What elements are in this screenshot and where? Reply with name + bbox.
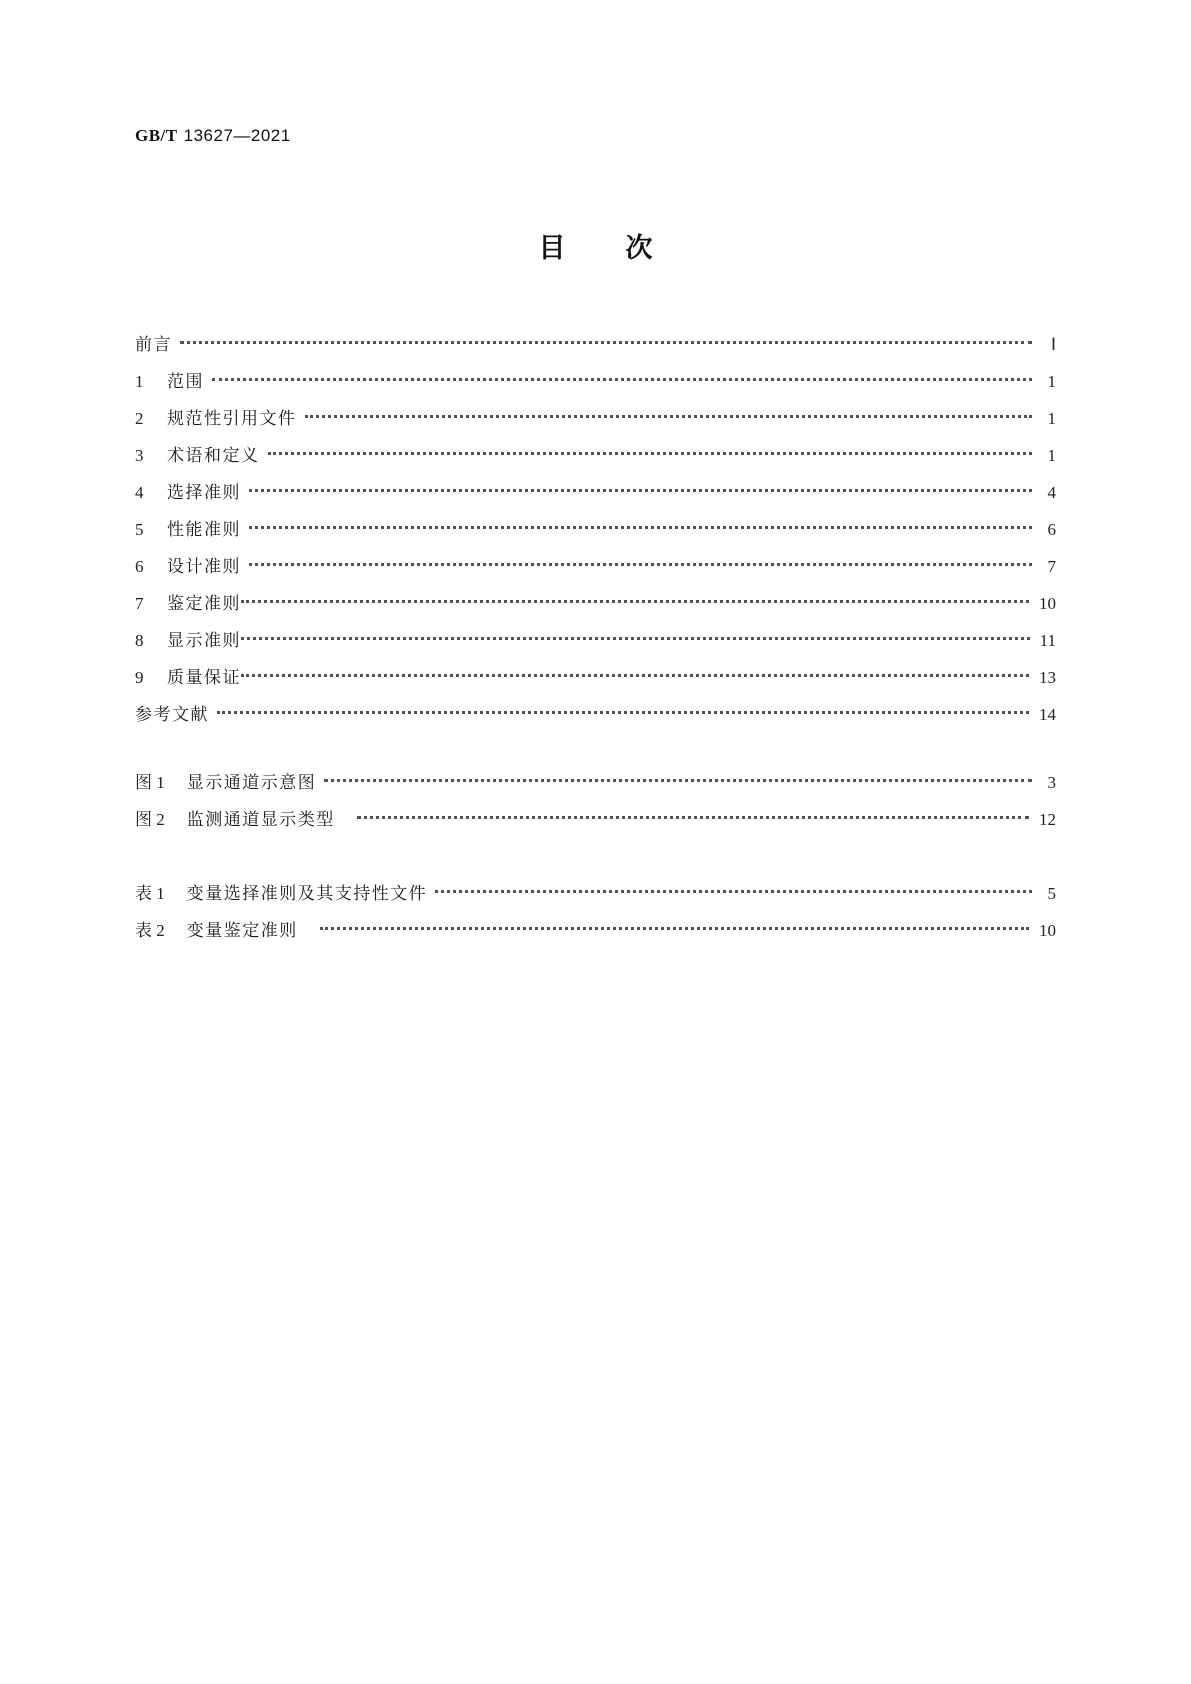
toc-dot-leader — [305, 414, 1033, 418]
toc-entry-label: 设计准则 — [167, 557, 241, 577]
toc-main-list — [135, 326, 1056, 733]
toc-dot-leader — [212, 377, 1032, 381]
toc-entry-label: 选择准则 — [167, 483, 241, 503]
toc-entry-number: 4 — [135, 483, 144, 502]
toc-entry-number: 表 2 — [135, 921, 165, 940]
toc-entry-terms-definitions[interactable] — [135, 437, 1056, 474]
toc-entry-number: 表 1 — [135, 884, 165, 903]
toc-entry-performance-criteria[interactable] — [135, 511, 1056, 548]
toc-entry-normative-references[interactable] — [135, 400, 1056, 437]
toc-dot-leader — [249, 525, 1032, 529]
standard-prefix: GB/T — [135, 126, 178, 145]
toc-entry-label: 显示准则 — [167, 631, 241, 651]
toc-entry-label: 变量选择准则及其支持性文件 — [186, 884, 428, 904]
toc-entry-quality-assurance[interactable] — [135, 659, 1056, 696]
toc-entry-scope[interactable] — [135, 363, 1056, 400]
toc-dot-leader — [180, 340, 1032, 344]
toc-entry-label: 鉴定准则 — [167, 594, 241, 614]
toc-entry-label: 质量保证 — [167, 668, 241, 688]
toc-entry-number: 8 — [135, 631, 144, 650]
toc-entry-page: 1 — [1047, 446, 1056, 465]
toc-entry-foreword[interactable] — [135, 326, 1056, 363]
toc-entry-page: 5 — [1047, 884, 1056, 903]
toc-entry-number: 图 2 — [135, 810, 165, 829]
toc-dot-leader — [217, 710, 1029, 714]
toc-entry-page: 6 — [1047, 520, 1056, 539]
toc-entry-page: 7 — [1047, 557, 1056, 576]
toc-entry-label: 参考文献 — [135, 705, 209, 725]
toc-entry-label: 范围 — [167, 372, 204, 392]
toc-entry-page: 12 — [1039, 810, 1056, 829]
standard-code — [135, 126, 291, 146]
toc-dot-leader — [324, 778, 1032, 782]
toc-entry-page: 3 — [1047, 773, 1056, 792]
toc-entry-number: 3 — [135, 446, 144, 465]
standard-number: 13627—2021 — [183, 126, 291, 145]
toc-entry-selection-criteria[interactable] — [135, 474, 1056, 511]
page-title: 目次 — [538, 233, 713, 264]
toc-dot-leader — [249, 562, 1032, 566]
toc-dot-leader — [241, 599, 1029, 603]
toc-entry-page: 14 — [1039, 705, 1056, 724]
toc-entry-page: 1 — [1047, 372, 1056, 391]
toc-entry-figure-1[interactable] — [135, 764, 1056, 801]
toc-entry-qualification-criteria[interactable] — [135, 585, 1056, 622]
toc-entry-table-1[interactable] — [135, 875, 1056, 912]
toc-dot-leader — [435, 889, 1032, 893]
toc-entry-display-criteria[interactable] — [135, 622, 1056, 659]
toc-entry-number: 1 — [135, 372, 144, 391]
toc-entry-label: 显示通道示意图 — [186, 773, 317, 793]
toc-figures-list — [135, 764, 1056, 838]
toc-entry-bibliography[interactable] — [135, 696, 1056, 733]
toc-entry-label: 前言 — [135, 335, 172, 355]
toc-entry-label: 规范性引用文件 — [167, 409, 297, 429]
toc-entry-number: 9 — [135, 668, 144, 687]
toc-entry-label: 性能准则 — [167, 520, 241, 540]
toc-dot-leader — [268, 451, 1033, 455]
toc-entry-page: 10 — [1039, 594, 1056, 613]
toc-dot-leader — [241, 636, 1030, 640]
toc-entry-number: 7 — [135, 594, 144, 613]
toc-entry-table-2[interactable] — [135, 912, 1056, 949]
toc-entry-label: 监测通道显示类型 — [186, 810, 335, 830]
toc-dot-leader — [249, 488, 1032, 492]
toc-entry-page: 13 — [1039, 668, 1056, 687]
toc-entry-page: 11 — [1039, 631, 1056, 650]
toc-entry-number: 图 1 — [135, 773, 165, 792]
toc-entry-figure-2[interactable] — [135, 801, 1056, 838]
toc-entry-number: 6 — [135, 557, 144, 576]
toc-entry-label: 术语和定义 — [167, 446, 260, 466]
toc-dot-leader — [241, 673, 1029, 677]
toc-entry-page: 10 — [1039, 921, 1056, 940]
toc-entry-number: 2 — [135, 409, 144, 428]
toc-entry-page: Ⅰ — [1050, 335, 1056, 354]
toc-entry-page: 1 — [1047, 409, 1056, 428]
toc-dot-leader — [320, 926, 1029, 930]
toc-tables-list — [135, 875, 1056, 949]
toc-entry-page: 4 — [1047, 483, 1056, 502]
toc-dot-leader — [357, 815, 1029, 819]
toc-entry-label: 变量鉴定准则 — [186, 921, 298, 941]
toc-entry-design-criteria[interactable] — [135, 548, 1056, 585]
toc-entry-number: 5 — [135, 520, 144, 539]
